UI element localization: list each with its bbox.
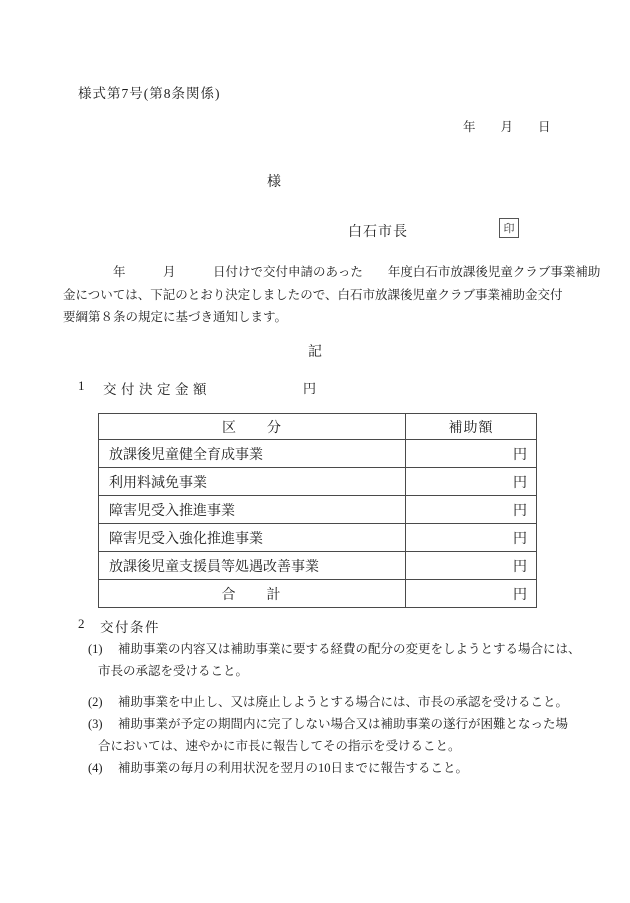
body-paragraph bbox=[63, 261, 600, 329]
table-header-row bbox=[99, 414, 537, 440]
section2-title: 交付条件 bbox=[100, 620, 160, 635]
condition-line: 市長の承認を受けること。 bbox=[98, 664, 249, 678]
total-label: 合 計 bbox=[99, 580, 406, 608]
seal-label: 印 bbox=[503, 223, 515, 235]
addressee-suffix: 様 bbox=[267, 175, 281, 190]
table-row bbox=[99, 468, 537, 496]
section1-title: 交付決定金額 bbox=[103, 382, 211, 397]
table-header-category: 区 分 bbox=[99, 414, 406, 440]
row-category: 障害児受入強化推進事業 bbox=[99, 524, 406, 552]
section-grant-amount bbox=[0, 378, 630, 396]
condition-line: 合においては、速やかに市長に報告してその指示を受けること。 bbox=[98, 739, 461, 753]
condition-number: (3) bbox=[88, 717, 103, 731]
record-marker: 記 bbox=[308, 345, 322, 360]
condition-text bbox=[98, 713, 608, 757]
body-line-3: 要綱第８条の規定に基づき通知します。 bbox=[63, 310, 288, 324]
row-category: 放課後児童支援員等処遇改善事業 bbox=[99, 552, 406, 580]
condition-item-3 bbox=[88, 713, 608, 757]
row-amount-unit: 円 bbox=[406, 440, 537, 468]
condition-item-2 bbox=[88, 691, 608, 713]
table-row bbox=[99, 440, 537, 468]
table-row bbox=[99, 524, 537, 552]
row-amount-unit: 円 bbox=[406, 496, 537, 524]
sender-title: 白石市長 bbox=[348, 225, 408, 240]
condition-text bbox=[98, 638, 608, 682]
row-category: 障害児受入推進事業 bbox=[99, 496, 406, 524]
condition-item-1 bbox=[88, 638, 608, 682]
condition-text bbox=[118, 691, 608, 713]
row-amount-unit: 円 bbox=[406, 552, 537, 580]
condition-number: (1) bbox=[88, 642, 103, 656]
condition-line: 補助事業の内容又は補助事業に要する経費の配分の変更をしようとする場合には、 bbox=[118, 642, 581, 656]
date-line: 年 月 日 bbox=[463, 120, 551, 134]
table-row bbox=[99, 496, 537, 524]
condition-text bbox=[118, 757, 608, 779]
row-category: 利用料減免事業 bbox=[99, 468, 406, 496]
condition-number: (4) bbox=[88, 761, 103, 775]
section1-number: 1 bbox=[78, 378, 85, 393]
section1-amount-unit: 円 bbox=[303, 381, 317, 396]
subsidy-table bbox=[98, 413, 537, 608]
total-amount-unit: 円 bbox=[406, 580, 537, 608]
section2-number: 2 bbox=[78, 616, 85, 631]
table-header-amount: 補助額 bbox=[406, 414, 537, 440]
row-amount-unit: 円 bbox=[406, 468, 537, 496]
condition-line: 補助事業の毎月の利用状況を翌月の10日までに報告すること。 bbox=[118, 761, 469, 775]
table-row bbox=[99, 552, 537, 580]
form-number: 様式第7号(第8条関係) bbox=[78, 86, 221, 101]
condition-line: 補助事業が予定の期間内に完了しない場合又は補助事業の遂行が困難となった場 bbox=[118, 717, 569, 731]
seal-placeholder-box bbox=[499, 218, 519, 238]
body-line-1: 年 月 日付けで交付申請のあった 年度白石市放課後児童クラブ事業補助 bbox=[63, 265, 601, 279]
condition-number: (2) bbox=[88, 695, 103, 709]
body-line-2: 金については、下記のとおり決定しましたので、白石市放課後児童クラブ事業補助金交付 bbox=[63, 287, 563, 302]
section-grant-conditions bbox=[0, 616, 630, 634]
row-category: 放課後児童健全育成事業 bbox=[99, 440, 406, 468]
condition-line: 補助事業を中止し、又は廃止しようとする場合には、市長の承認を受けること。 bbox=[118, 695, 569, 709]
condition-item-4 bbox=[88, 757, 608, 779]
table-total-row bbox=[99, 580, 537, 608]
row-amount-unit: 円 bbox=[406, 524, 537, 552]
